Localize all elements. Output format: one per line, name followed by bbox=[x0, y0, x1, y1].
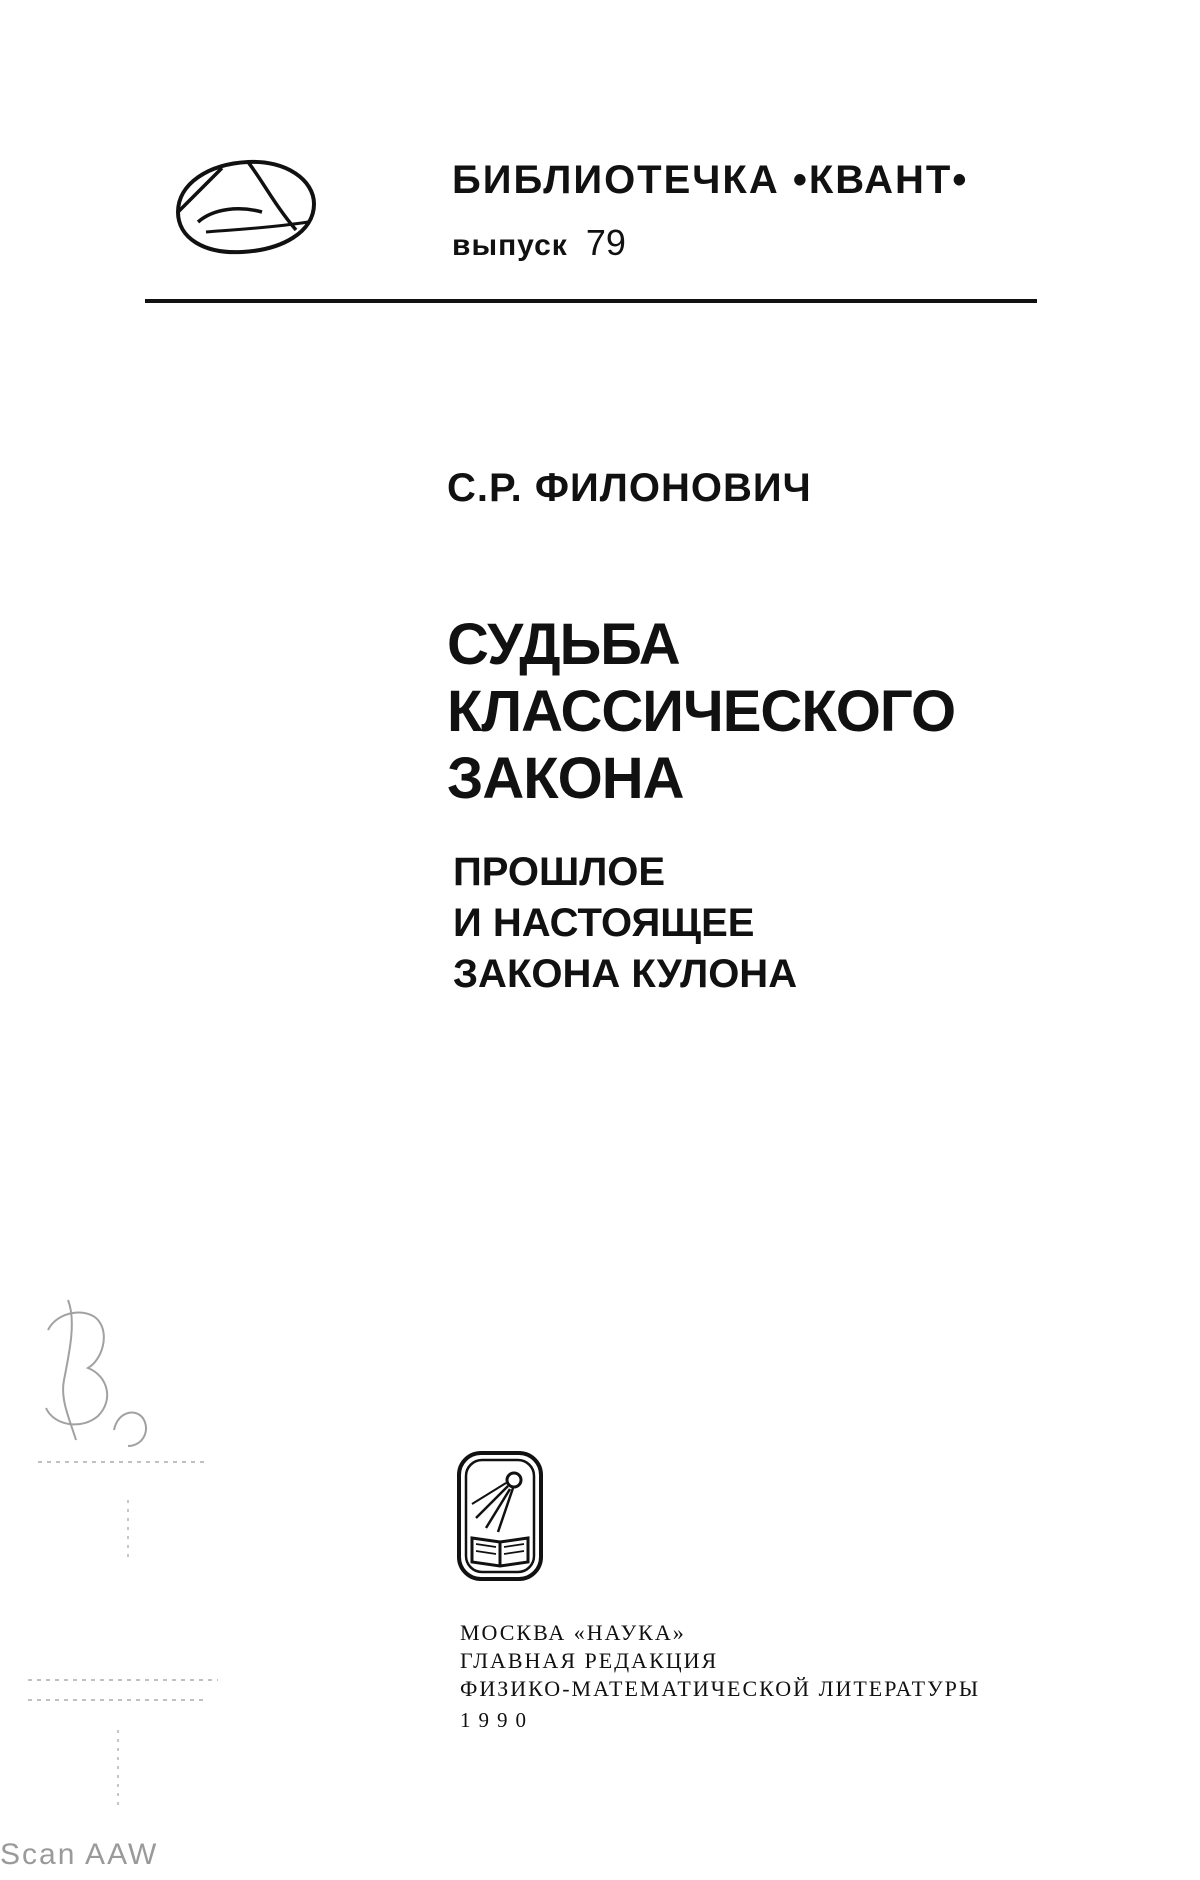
subtitle-line-2: И НАСТОЯЩЕЕ bbox=[453, 901, 755, 945]
nauka-publisher-emblem-icon bbox=[456, 1450, 544, 1582]
author-name: С.Р. ФИЛОНОВИЧ bbox=[447, 466, 812, 510]
imprint-division-line2: ФИЗИКО-МАТЕМАТИЧЕСКОЙ ЛИТЕРАТУРЫ bbox=[460, 1676, 981, 1701]
header-divider bbox=[145, 299, 1037, 303]
imprint-city-publisher: МОСКВА «НАУКА» bbox=[460, 1620, 686, 1645]
issue-number: 79 bbox=[585, 222, 626, 263]
library-stamp-mark bbox=[18, 1290, 218, 1830]
title-line-1: СУДЬБА bbox=[447, 612, 680, 677]
kvant-logo-icon bbox=[170, 150, 320, 260]
subtitle-line-3: ЗАКОНА КУЛОНА bbox=[453, 952, 798, 996]
imprint-year: 1990 bbox=[460, 1708, 534, 1732]
scan-credit: Scan AAW bbox=[0, 1838, 159, 1871]
subtitle-line-1: ПРОШЛОЕ bbox=[453, 850, 666, 894]
imprint-division-line1: ГЛАВНАЯ РЕДАКЦИЯ bbox=[460, 1648, 719, 1673]
issue-label: выпуск bbox=[452, 229, 568, 262]
issue-line bbox=[452, 222, 626, 264]
series-title: БИБЛИОТЕЧКА •КВАНТ• bbox=[452, 158, 969, 202]
title-line-3: ЗАКОНА bbox=[447, 746, 684, 811]
title-line-2: КЛАССИЧЕСКОГО bbox=[447, 679, 956, 744]
